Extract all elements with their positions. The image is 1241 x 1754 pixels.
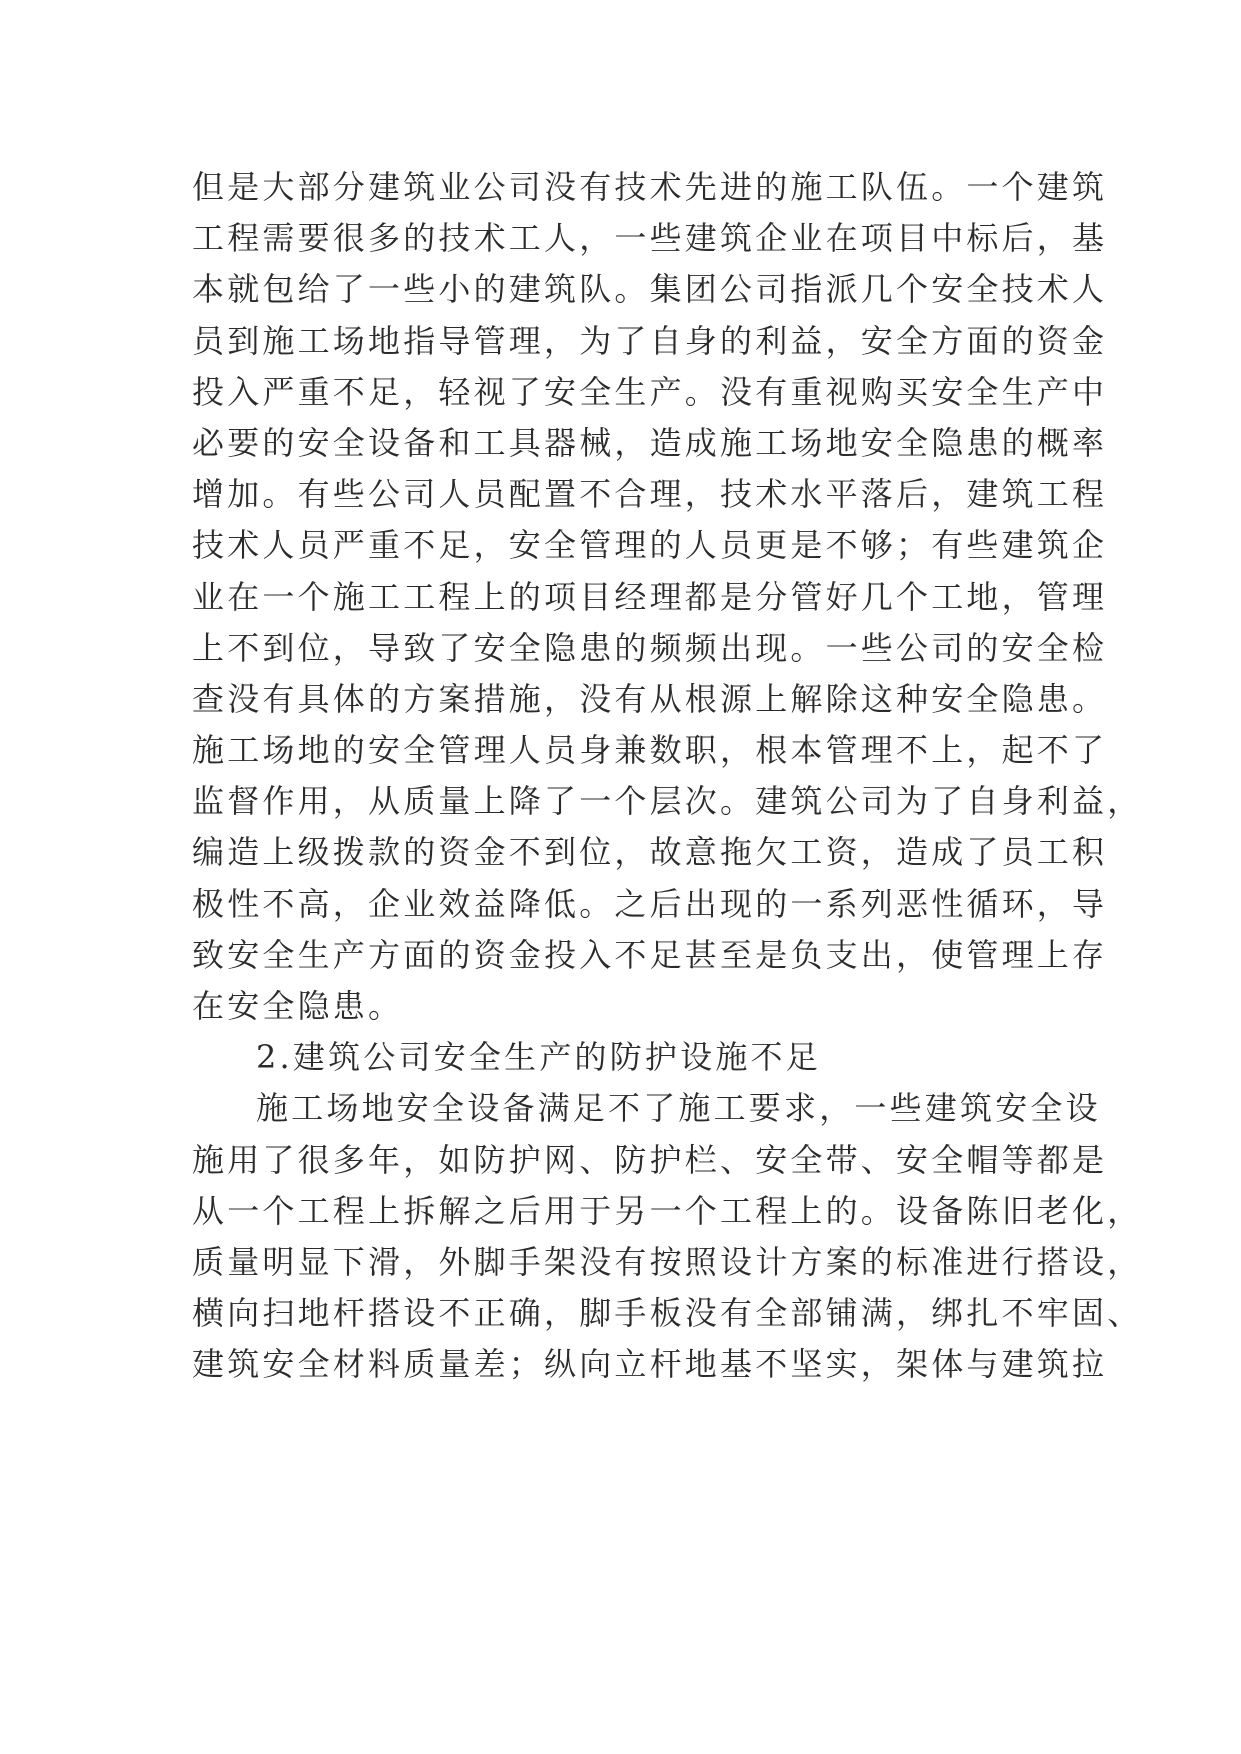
text-line: 施工场地的安全管理人员身兼数职，根本管理不上，起不了 bbox=[192, 731, 1108, 770]
body-text bbox=[192, 162, 1143, 1391]
text-line: 施工场地安全设备满足不了施工要求，一些建筑安全设 bbox=[256, 1089, 1101, 1128]
text-line: 工程需要很多的技术工人，一些建筑企业在项目中标后，基 bbox=[192, 219, 1108, 258]
text-line: 致安全生产方面的资金投入不足甚至是负支出，使管理上存 bbox=[192, 935, 1108, 974]
text-line: 极性不高，企业效益降低。之后出现的一系列恶性循环，导 bbox=[192, 884, 1108, 923]
text-line: 在安全隐患。 bbox=[192, 987, 404, 1025]
text-line: 但是大部分建筑业公司没有技术先进的施工队伍。一个建筑 bbox=[192, 168, 1108, 206]
text-line: 施用了很多年，如防护网、防护栏、安全带、安全帽等都是 bbox=[192, 1140, 1108, 1179]
text-line: 上不到位，导致了安全隐患的频频出现。一些公司的安全检 bbox=[192, 628, 1108, 667]
text-line: 建筑安全材料质量差；纵向立杆地基不坚实，架体与建筑拉 bbox=[192, 1345, 1108, 1384]
text-line: 必要的安全设备和工具器械，造成施工场地安全隐患的概率 bbox=[192, 423, 1108, 462]
text-line: 业在一个施工工程上的项目经理都是分管好几个工地，管理 bbox=[192, 577, 1108, 616]
text-line: 本就包给了一些小的建筑队。集团公司指派几个安全技术人 bbox=[192, 270, 1108, 309]
text-line: 2.建筑公司安全生产的防护设施不足 bbox=[256, 1038, 821, 1077]
text-line: 质量明显下滑，外脚手架没有按照设计方案的标准进行搭设， bbox=[192, 1242, 1143, 1281]
text-line: 员到施工场地指导管理，为了自身的利益，安全方面的资金 bbox=[192, 321, 1108, 360]
text-line: 技术人员严重不足，安全管理的人员更是不够；有些建筑企 bbox=[192, 526, 1108, 565]
text-line: 增加。有些公司人员配置不合理，技术水平落后，建筑工程 bbox=[192, 475, 1108, 514]
text-line: 监督作用，从质量上降了一个层次。建筑公司为了自身利益， bbox=[192, 782, 1143, 821]
text-line: 查没有具体的方案措施，没有从根源上解除这种安全隐患。 bbox=[192, 679, 1108, 718]
text-line: 横向扫地杆搭设不正确，脚手板没有全部铺满，绑扎不牢固、 bbox=[192, 1294, 1143, 1333]
text-line: 编造上级拨款的资金不到位，故意拖欠工资，造成了员工积 bbox=[192, 833, 1108, 872]
text-line: 投入严重不足，轻视了安全生产。没有重视购买安全生产中 bbox=[192, 372, 1108, 411]
text-line: 从一个工程上拆解之后用于另一个工程上的。设备陈旧老化， bbox=[192, 1191, 1143, 1230]
